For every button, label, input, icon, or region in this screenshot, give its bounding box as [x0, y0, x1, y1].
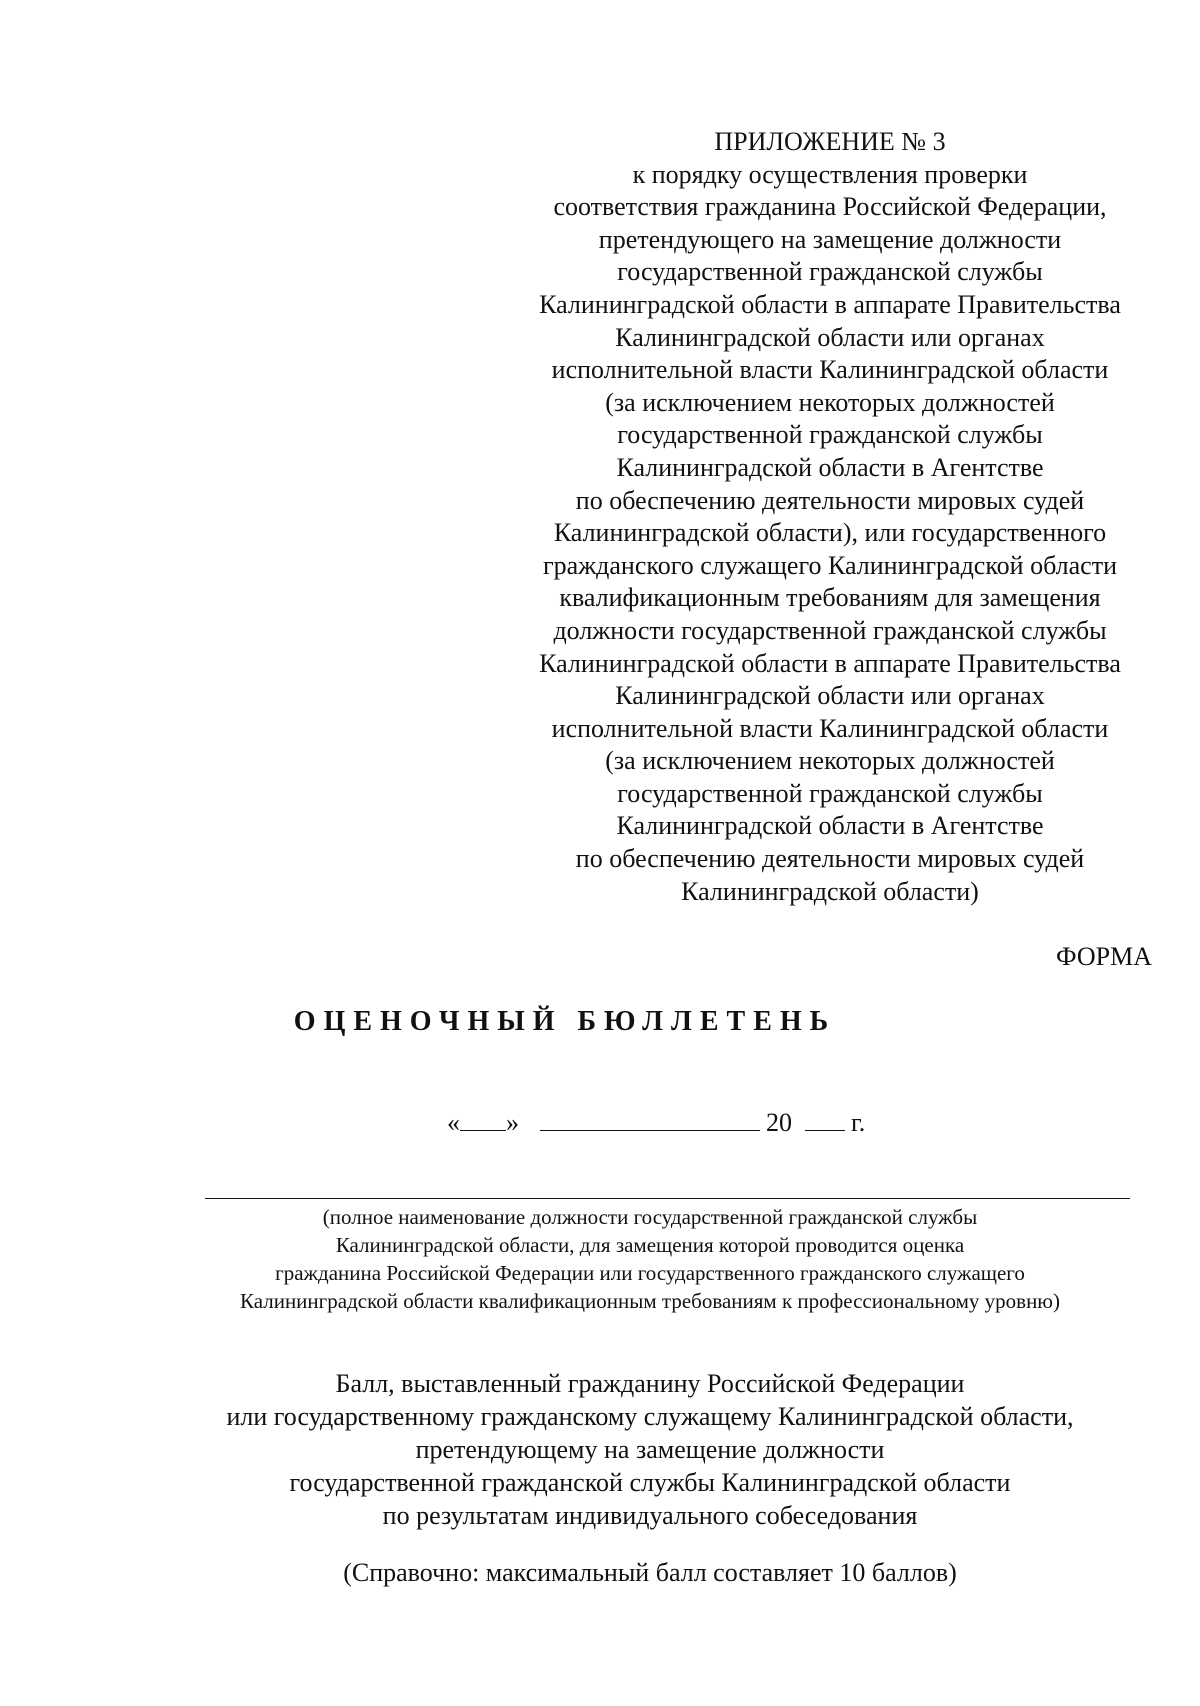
appendix-line: претендующего на замещение должности [598, 224, 1062, 254]
appendix-line: Калининградской области в Агентстве [616, 452, 1044, 482]
appendix-line: квалификационным требованиям для замещения [559, 583, 1101, 613]
appendix-line: государственной гражданской службы [617, 778, 1043, 808]
appendix-line: соответствия гражданина Российской Федерации, [553, 192, 1107, 222]
appendix-block [500, 126, 1160, 908]
appendix-line: исполнительной власти Калининградской области [551, 713, 1109, 743]
score-line: государственной гражданской службы Калининградской области [289, 1468, 1011, 1497]
position-name-blank[interactable] [205, 1198, 1130, 1199]
appendix-line: по обеспечению деятельности мировых судей [575, 485, 1085, 515]
date-close-quote: » [506, 1108, 519, 1137]
position-caption [150, 1203, 1150, 1315]
caption-line: Калининградской области, для замещения которой проводится оценка [335, 1233, 965, 1257]
appendix-line: (за исключением некоторых должностей [605, 746, 1055, 776]
score-description [150, 1367, 1150, 1532]
document-title: ОЦЕНОЧНЫЙ БЮЛЛЕТЕНЬ [293, 1006, 837, 1037]
month-blank[interactable] [540, 1106, 760, 1131]
date-open-quote: « [447, 1108, 460, 1137]
caption-line: гражданина Российской Федерации или государственного гражданского служащего [275, 1261, 1025, 1285]
appendix-line: Калининградской области в аппарате Правительства [539, 289, 1121, 319]
appendix-line: государственной гражданской службы [617, 420, 1043, 450]
year-blank[interactable] [805, 1106, 845, 1131]
appendix-line: Калининградской области в Агентстве [616, 811, 1044, 841]
appendix-line: Калининградской области), или государственного [553, 518, 1107, 548]
appendix-line: к порядку осуществления проверки [632, 159, 1028, 189]
appendix-line: гражданского служащего Калининградской области [543, 550, 1117, 580]
appendix-line: Калининградской области) [681, 876, 979, 906]
appendix-line: должности государственной гражданской службы [553, 615, 1107, 645]
score-line: по результатам индивидуального собеседования [382, 1501, 918, 1530]
date-field [447, 1106, 865, 1140]
appendix-line: Калининградской области или органах [615, 322, 1045, 352]
appendix-line: государственной гражданской службы [617, 257, 1043, 287]
appendix-heading: ПРИЛОЖЕНИЕ № 3 [714, 127, 946, 156]
appendix-line: (за исключением некоторых должностей [605, 387, 1055, 417]
caption-line: Калининградской области квалификационным требованиям к профессиональному уровню) [239, 1289, 1060, 1313]
day-blank[interactable] [460, 1106, 506, 1131]
score-line: Балл, выставленный гражданину Российской Федерации [335, 1369, 965, 1398]
score-line: или государственному гражданскому служащему Калининградской области, [226, 1402, 1074, 1431]
appendix-line: исполнительной власти Калининградской области [551, 355, 1109, 385]
reference-note: (Справочно: максимальный балл составляет 10 баллов) [343, 1558, 957, 1587]
appendix-line: Калининградской области или органах [615, 681, 1045, 711]
year-suffix: г. [851, 1108, 866, 1137]
appendix-line: по обеспечению деятельности мировых судей [575, 844, 1085, 874]
score-line: претендующему на замещение должности [415, 1435, 885, 1464]
form-label: ФОРМА [1056, 942, 1152, 971]
year-prefix: 20 [766, 1108, 792, 1137]
appendix-line: Калининградской области в аппарате Правительства [539, 648, 1121, 678]
caption-line: (полное наименование должности государственной гражданской службы [322, 1205, 978, 1229]
